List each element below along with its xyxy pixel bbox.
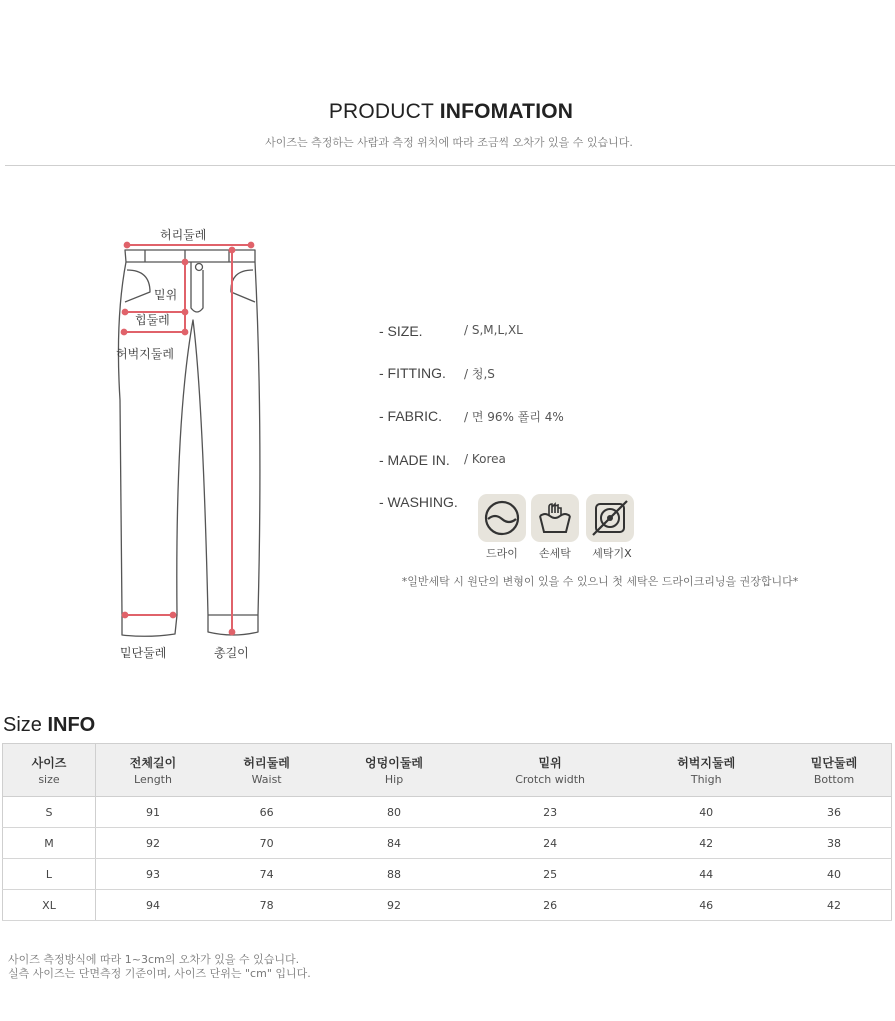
dry-clean-icon [478,494,526,542]
wash-label-dry: 드라이 [486,547,518,560]
table-cell: 44 [635,859,777,890]
washing-note: *일반세탁 시 원단의 변형이 있을 수 있으니 첫 세탁은 드라이크리닝을 권장합니다* [401,575,799,588]
spec-size-value: / S,M,L,XL [464,323,523,337]
table-cell: XL [3,890,96,921]
page-subtitle: 사이즈는 측정하는 사람과 측정 위치에 따라 조금씩 오차가 있을 수 있습니다. [265,136,633,149]
wash-label-hand: 손세탁 [539,547,571,560]
spec-fitting-value: / 청,S [464,367,495,381]
label-bottom: 밑단둘레 [120,646,167,660]
size-title-bold: INFO [47,714,96,736]
hand-wash-icon [531,494,579,542]
col-ko: 엉덩이둘레 [365,756,424,770]
table-row [3,890,892,921]
table-cell: 42 [635,828,777,859]
label-thigh: 허벅지둘레 [116,347,174,361]
col-ko: 밑단둘레 [810,756,858,770]
label-length: 총길이 [214,646,249,660]
size-table-header [3,744,892,797]
table-cell: 40 [777,859,892,890]
col-thigh [635,744,777,797]
spec-fitting-key: - FITTING. [379,365,446,381]
wash-label-nomachine: 세탁기X [592,547,632,560]
table-cell: 78 [210,890,323,921]
spec-madein-value: / Korea [464,452,506,466]
label-hip: 힙둘레 [135,313,170,327]
table-cell: 26 [465,890,636,921]
table-cell: 92 [323,890,465,921]
table-cell: 38 [777,828,892,859]
table-cell: 36 [777,797,892,828]
no-machine-dry-icon [586,494,634,542]
table-cell: 88 [323,859,465,890]
table-cell: 66 [210,797,323,828]
col-ko: 밑위 [538,756,562,770]
size-title-light: Size [3,714,48,736]
spec-size-key: - SIZE. [379,323,423,339]
col-ko: 허리둘레 [243,756,290,770]
table-cell: 40 [635,797,777,828]
size-info-title [3,714,95,737]
table-cell: 94 [96,890,210,921]
col-length [96,744,210,797]
page-title [0,100,895,124]
spec-washing-key: - WASHING. [379,494,458,510]
table-cell: 70 [210,828,323,859]
col-en: Bottom [813,773,855,786]
table-cell: 93 [96,859,210,890]
col-en: Hip [384,773,404,786]
col-ko: 사이즈 [31,756,67,770]
table-cell: L [3,859,96,890]
label-waist: 허리둘레 [160,228,207,242]
table-row [3,859,892,890]
header-divider [5,165,895,166]
table-cell: 46 [635,890,777,921]
table-cell: S [3,797,96,828]
spec-fabric-key: - FABRIC. [379,408,443,424]
col-hip [323,744,465,797]
table-cell: 92 [96,828,210,859]
table-row [3,797,892,828]
title-bold: INFOMATION [439,100,574,123]
col-en: Crotch width [515,773,586,786]
col-ko: 허벅지둘레 [677,756,736,770]
spec-fabric-value: / 면 96% 폴리 4% [464,410,564,424]
table-cell: 84 [323,828,465,859]
size-table [2,743,892,921]
spec-madein-key: - MADE IN. [379,452,450,468]
table-cell: 80 [323,797,465,828]
col-en: size [38,773,60,786]
col-en: Waist [251,773,282,786]
col-en: Thigh [690,773,722,786]
table-cell: 23 [465,797,636,828]
note-line-1: 사이즈 측정방식에 따라 1~3cm의 오차가 있을 수 있습니다. [8,953,300,966]
pants-diagram-icon [105,220,285,670]
label-crotch: 밑위 [154,288,178,302]
table-cell: 42 [777,890,892,921]
table-cell: 74 [210,859,323,890]
table-cell: 25 [465,859,636,890]
col-size [3,744,96,797]
title-light: PRODUCT [328,100,440,123]
note-line-2: 실측 사이즈는 단면측정 기준이며, 사이즈 단위는 "cm" 입니다. [8,967,311,980]
table-cell: 91 [96,797,210,828]
col-crotch [465,744,636,797]
col-en: Length [134,773,172,786]
table-cell: M [3,828,96,859]
table-row [3,828,892,859]
col-waist [210,744,323,797]
table-cell: 24 [465,828,636,859]
col-bottom [777,744,892,797]
col-ko: 전체길이 [129,756,177,770]
